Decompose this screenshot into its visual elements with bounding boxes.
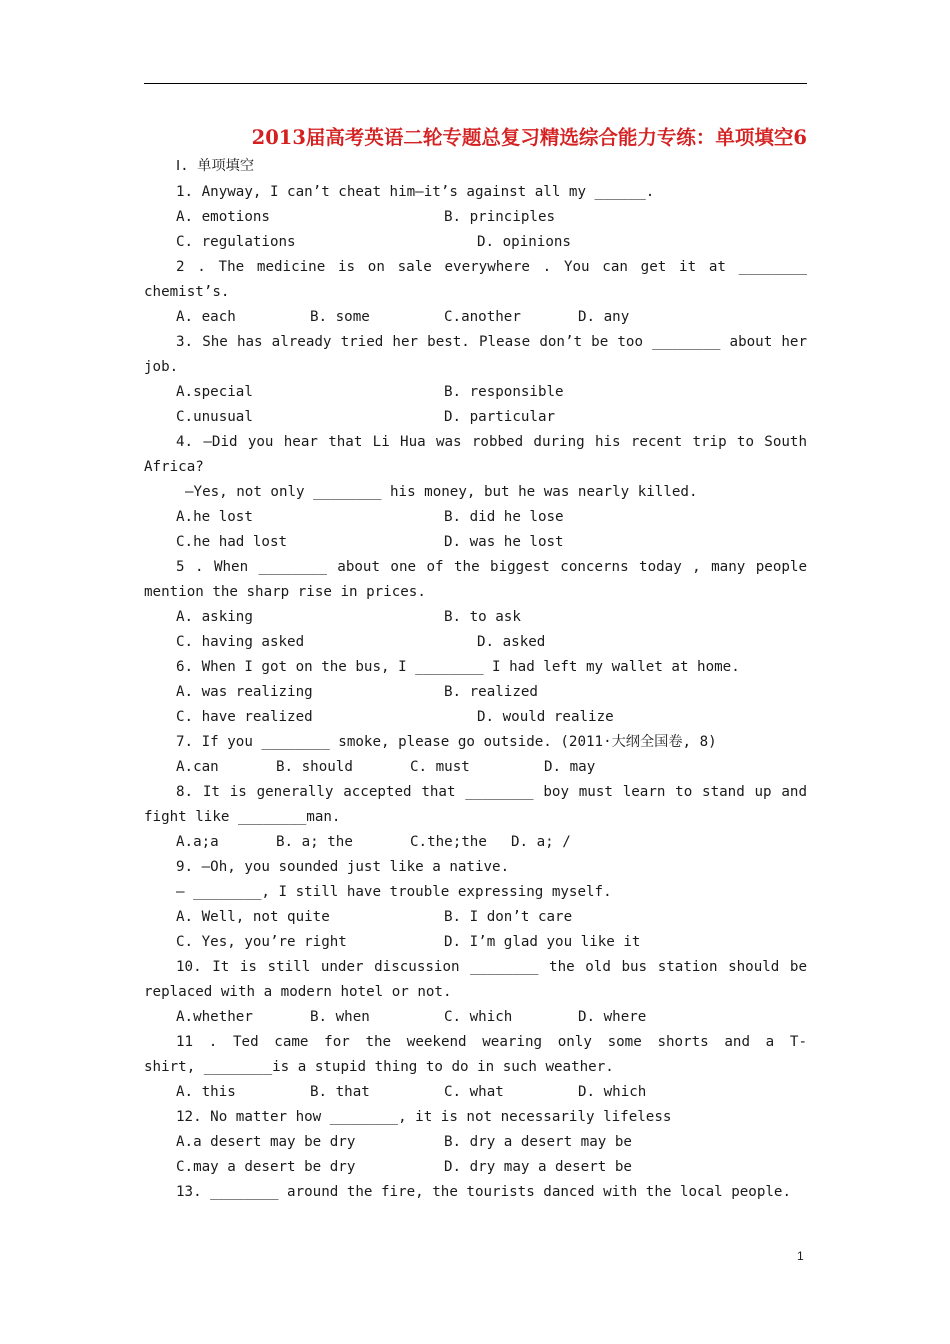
answer-option: B. that xyxy=(310,1084,370,1100)
question-stem: 5 . When ________ about one of the biggest concerns today , many people xyxy=(176,559,807,575)
answer-option: A.a desert may be dry xyxy=(176,1134,356,1150)
question-stem: 9. —Oh, you sounded just like a native. xyxy=(176,859,510,875)
question-continuation: — ________, I still have trouble expressing myself. xyxy=(176,884,612,900)
question-stem: 2 . The medicine is on sale everywhere . You can get it at ________ xyxy=(176,259,807,275)
question-stem: 11 . Ted came for the weekend wearing only some shorts and a T- xyxy=(176,1034,807,1050)
page-title: 2013届高考英语二轮专题总复习精选综合能力专练：单项填空6 xyxy=(251,126,807,149)
answer-option: D. was he lost xyxy=(444,534,564,550)
answer-option: B. dry a desert may be xyxy=(444,1134,632,1150)
answer-option: A.he lost xyxy=(176,509,253,525)
answer-option: D. any xyxy=(578,309,630,325)
answer-option: B. did he lose xyxy=(444,509,564,525)
answer-option: C. what xyxy=(444,1084,504,1100)
answer-option: C.another xyxy=(444,309,521,325)
question-stem: 8. It is generally accepted that ________ boy must learn to stand up and xyxy=(176,784,807,800)
question-continuation: mention the sharp rise in prices. xyxy=(144,584,426,600)
answer-option: D. which xyxy=(578,1084,647,1100)
page-number: 1 xyxy=(797,1249,804,1263)
answer-option: A. asking xyxy=(176,609,253,625)
answer-option: A. each xyxy=(176,309,236,325)
answer-option: B. responsible xyxy=(444,384,564,400)
answer-option: D. dry may a desert be xyxy=(444,1159,632,1175)
section-heading: Ⅰ. 单项填空 xyxy=(176,158,255,174)
answer-option: C. have realized xyxy=(176,709,313,725)
answer-option: B. I don’t care xyxy=(444,909,573,925)
answer-option: B. to ask xyxy=(444,609,521,625)
question-continuation: Africa? xyxy=(144,459,204,475)
answer-option: D. where xyxy=(578,1009,647,1025)
question-stem: 13. ________ around the fire, the tourists danced with the local people. xyxy=(176,1184,791,1200)
answer-option: C. regulations xyxy=(176,234,296,250)
question-stem: 12. No matter how ________, it is not necessarily lifeless xyxy=(176,1109,672,1125)
question-stem: 7. If you ________ smoke, please go outside. (2011·大纲全国卷, 8) xyxy=(176,734,717,750)
answer-option: C.may a desert be dry xyxy=(176,1159,356,1175)
question-stem: 10. It is still under discussion ________ the old bus station should be xyxy=(176,959,807,975)
question-continuation: replaced with a modern hotel or not. xyxy=(144,984,452,1000)
answer-option: B. principles xyxy=(444,209,556,225)
header-rule xyxy=(144,83,807,84)
answer-option: D. opinions xyxy=(477,234,571,250)
answer-option: C. Yes, you’re right xyxy=(176,934,347,950)
answer-option: B. realized xyxy=(444,684,538,700)
answer-option: D. particular xyxy=(444,409,556,425)
answer-option: A.special xyxy=(176,384,253,400)
question-continuation: chemist’s. xyxy=(144,284,230,300)
answer-option: A.a;a xyxy=(176,834,219,850)
answer-option: D. may xyxy=(544,759,596,775)
answer-option: C.unusual xyxy=(176,409,253,425)
answer-option: C. having asked xyxy=(176,634,305,650)
answer-option: B. some xyxy=(310,309,370,325)
answer-option: B. a; the xyxy=(276,834,353,850)
answer-option: C.he had lost xyxy=(176,534,288,550)
question-stem: 1. Anyway, I can’t cheat him—it’s against all my ______. xyxy=(176,184,655,200)
answer-option: D. a; / xyxy=(511,834,571,850)
question-stem: 3. She has already tried her best. Please don’t be too ________ about her xyxy=(176,334,807,350)
answer-option: D. would realize xyxy=(477,709,614,725)
answer-option: B. should xyxy=(276,759,353,775)
answer-option: D. asked xyxy=(477,634,546,650)
answer-option: C. must xyxy=(410,759,470,775)
answer-option: D. I’m glad you like it xyxy=(444,934,641,950)
question-continuation: —Yes, not only ________ his money, but he was nearly killed. xyxy=(185,484,698,500)
question-stem: 6. When I got on the bus, I ________ I had left my wallet at home. xyxy=(176,659,740,675)
answer-option: A. was realizing xyxy=(176,684,313,700)
question-continuation: shirt, ________is a stupid thing to do in such weather. xyxy=(144,1059,614,1075)
answer-option: A. Well, not quite xyxy=(176,909,330,925)
answer-option: A.whether xyxy=(176,1009,253,1025)
answer-option: A. emotions xyxy=(176,209,270,225)
question-continuation: fight like ________man. xyxy=(144,809,341,825)
question-continuation: job. xyxy=(144,359,179,375)
answer-option: A. this xyxy=(176,1084,236,1100)
answer-option: C.the;the xyxy=(410,834,487,850)
answer-option: A.can xyxy=(176,759,219,775)
answer-option: C. which xyxy=(444,1009,513,1025)
answer-option: B. when xyxy=(310,1009,370,1025)
question-stem: 4. —Did you hear that Li Hua was robbed during his recent trip to South xyxy=(176,434,807,450)
